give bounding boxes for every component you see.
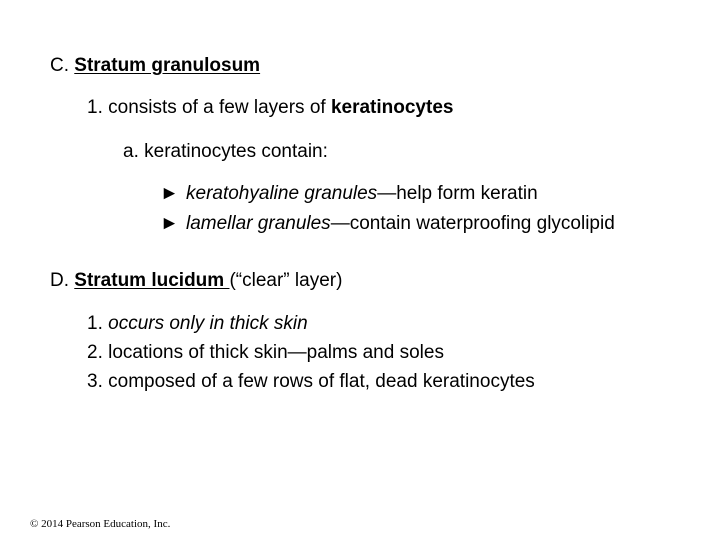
section-d-point	[87, 312, 308, 336]
section-c-point-1-bold: keratinocytes	[330, 97, 454, 118]
point-text: composed of a few rows of flat, dead keratinocytes	[108, 371, 535, 392]
section-d-letter: D.	[50, 270, 69, 291]
bullet-term: lamellar granules	[186, 213, 331, 234]
arrow-bullet-icon: ►	[160, 213, 179, 234]
section-c-sub-a	[123, 140, 328, 164]
bullet-item	[160, 212, 615, 236]
bullet-rest: —help form keratin	[377, 183, 538, 204]
section-d-point	[87, 370, 535, 394]
section-d-point	[87, 341, 444, 365]
bullet-rest: —contain waterproofing glycolipid	[330, 213, 615, 234]
section-d-title: Stratum lucidum	[74, 270, 230, 291]
section-c-heading	[50, 54, 260, 78]
section-c-letter: C.	[50, 55, 69, 76]
point-text: locations of thick skin—palms and soles	[108, 342, 444, 363]
section-c-sub-a-text: a. keratinocytes contain:	[123, 141, 328, 162]
section-c-point-1	[87, 96, 453, 120]
point-number: 2.	[87, 342, 109, 363]
arrow-bullet-icon: ►	[160, 183, 179, 204]
copyright-notice: © 2014 Pearson Education, Inc.	[30, 518, 171, 530]
bullet-item	[160, 182, 538, 206]
section-d-heading	[50, 269, 342, 293]
bullet-term: keratohyaline granules	[186, 183, 378, 204]
section-c-title: Stratum granulosum	[74, 55, 261, 76]
section-d-subtitle: (“clear” layer)	[229, 270, 343, 291]
point-text: occurs only in thick skin	[108, 313, 308, 334]
section-c-point-1-text: 1. consists of a few layers of	[87, 97, 331, 118]
point-number: 3.	[87, 371, 109, 392]
point-number: 1.	[87, 313, 109, 334]
